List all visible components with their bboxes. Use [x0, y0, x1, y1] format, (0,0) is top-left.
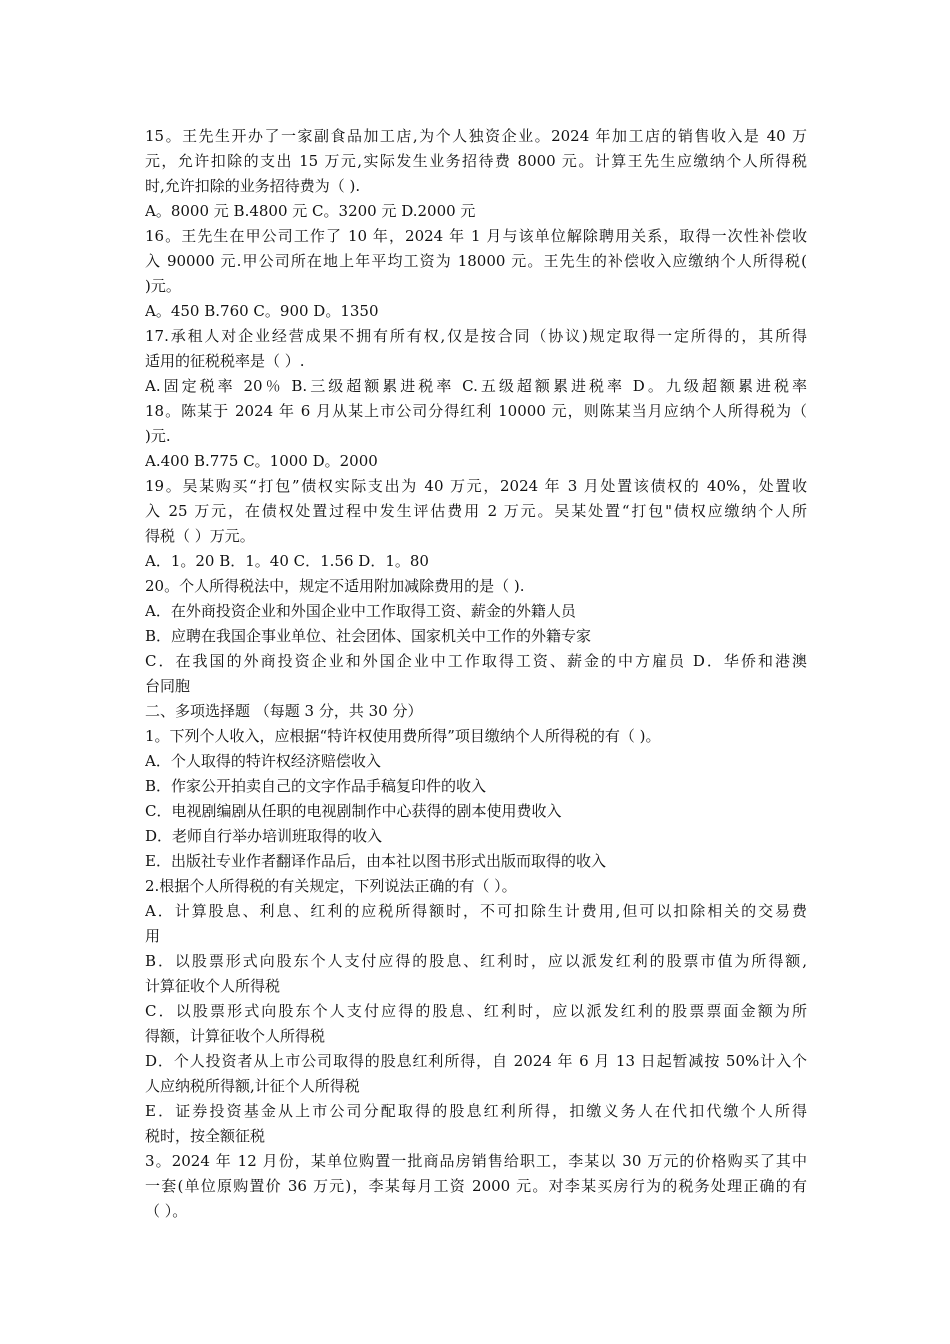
text-line: A。8000 元 B.4800 元 C。3200 元 D.2000 元 — [145, 202, 476, 220]
text-line: 15。王先生开办了一家副食品加工店,为个人独资企业。2024 年加工店的销售收入是 40 万 — [145, 127, 807, 145]
text-line: )元。 — [145, 277, 181, 295]
text-line: B．以股票形式向股东个人支付应得的股息、红利时，应以派发红利的股票市值为所得额, — [145, 952, 807, 970]
text-line: 二、多项选择题 （每题 3 分，共 30 分） — [145, 702, 423, 720]
text-line: A．1。20 B．1。40 C．1.56 D．1。80 — [145, 552, 429, 570]
text-line: 时,允许扣除的业务招待费为（ ). — [145, 177, 361, 195]
text-line: A．在外商投资企业和外国企业中工作取得工资、薪金的外籍人员 — [145, 602, 576, 620]
text-line: 人应纳税所得额,计征个人所得税 — [145, 1077, 360, 1095]
text-line: C．以股票形式向股东个人支付应得的股息、红利时，应以派发红利的股票票面金额为所 — [145, 1002, 807, 1020]
text-line: E．证券投资基金从上市公司分配取得的股息红利所得，扣缴义务人在代扣代缴个人所得 — [145, 1102, 807, 1120]
text-line: 17.承租人对企业经营成果不拥有所有权,仅是按合同（协议)规定取得一定所得的，其所得 — [145, 327, 807, 345]
text-line: 计算征收个人所得税 — [145, 977, 281, 995]
text-line: 税时，按全额征税 — [145, 1127, 266, 1145]
text-line: 18。陈某于 2024 年 6 月从某上市公司分得红利 10000 元，则陈某当月应纳个人所得税为（ — [145, 402, 807, 420]
text-line: 一套(单位原购置价 36 万元)，李某每月工资 2000 元。对李某买房行为的税务处理正确的有 — [145, 1177, 807, 1195]
text-line: A。450 B.760 C。900 D。1350 — [145, 302, 379, 320]
text-line: 3。2024 年 12 月份，某单位购置一批商品房销售给职工，李某以 30 万元的价格购买了其中 — [145, 1152, 807, 1170]
text-line: （ ）。 — [145, 1202, 188, 1220]
text-line: B．应聘在我国企事业单位、社会团体、国家机关中工作的外籍专家 — [145, 627, 592, 645]
text-line: E．出版社专业作者翻译作品后，由本社以图书形式出版而取得的收入 — [145, 852, 606, 870]
text-line: 适用的征税税率是（ ）. — [145, 352, 305, 370]
text-line: 用 — [145, 927, 161, 945]
text-line: )元. — [145, 427, 171, 445]
text-line: A．计算股息、利息、红利的应税所得额时，不可扣除生计费用,但可以扣除相关的交易费 — [145, 902, 807, 920]
text-line: 入 25 万元，在债权处置过程中发生评估费用 2 万元。吴某处置“打包"债权应缴纳个人所 — [145, 502, 807, 520]
text-line: 元，允许扣除的支出 15 万元,实际发生业务招待费 8000 元。计算王先生应缴纳个人所得税 — [145, 152, 807, 170]
text-line: 20。个人所得税法中，规定不适用附加减除费用的是（ ). — [145, 577, 525, 595]
text-line: C．电视剧编剧从任职的电视剧制作中心获得的剧本使用费收入 — [145, 802, 562, 820]
document-page — [145, 124, 807, 1224]
text-line: 16。王先生在甲公司工作了 10 年，2024 年 1 月与该单位解除聘用关系，取得一次性补偿收 — [145, 227, 807, 245]
text-line: C．在我国的外商投资企业和外国企业中工作取得工资、薪金的中方雇员 D．华侨和港澳 — [145, 652, 807, 670]
text-line: B．作家公开拍卖自己的文字作品手稿复印件的收入 — [145, 777, 487, 795]
text-line: 得税（ ）万元。 — [145, 527, 255, 545]
text-line: 入 90000 元.甲公司所在地上年平均工资为 18000 元。王先生的补偿收入应缴纳个人所得税( — [145, 252, 807, 270]
text-line: A.固定税率 20％ B.三级超额累进税率 C.五级超额累进税率 D。九级超额累进税率 — [145, 377, 807, 395]
text-line: 2.根据个人所得税的有关规定，下列说法正确的有（ ）。 — [145, 877, 517, 895]
text-line: D．个人投资者从上市公司取得的股息红利所得，自 2024 年 6 月 13 日起暂减按 50%计入个 — [145, 1052, 807, 1070]
text-line: 1。下列个人收入，应根据“特许权使用费所得”项目缴纳个人所得税的有（ )。 — [145, 727, 661, 745]
text-line: A．个人取得的特许权经济赔偿收入 — [145, 752, 381, 770]
text-line: 19。吴某购买“打包”债权实际支出为 40 万元，2024 年 3 月处置该债权的 40%，处置收 — [145, 477, 807, 495]
text-line: 台同胞 — [145, 677, 191, 695]
text-line: A.400 B.775 C。1000 D。2000 — [145, 452, 378, 470]
text-line: 得额，计算征收个人所得税 — [145, 1027, 326, 1045]
text-line: D．老师自行举办培训班取得的收入 — [145, 827, 383, 845]
